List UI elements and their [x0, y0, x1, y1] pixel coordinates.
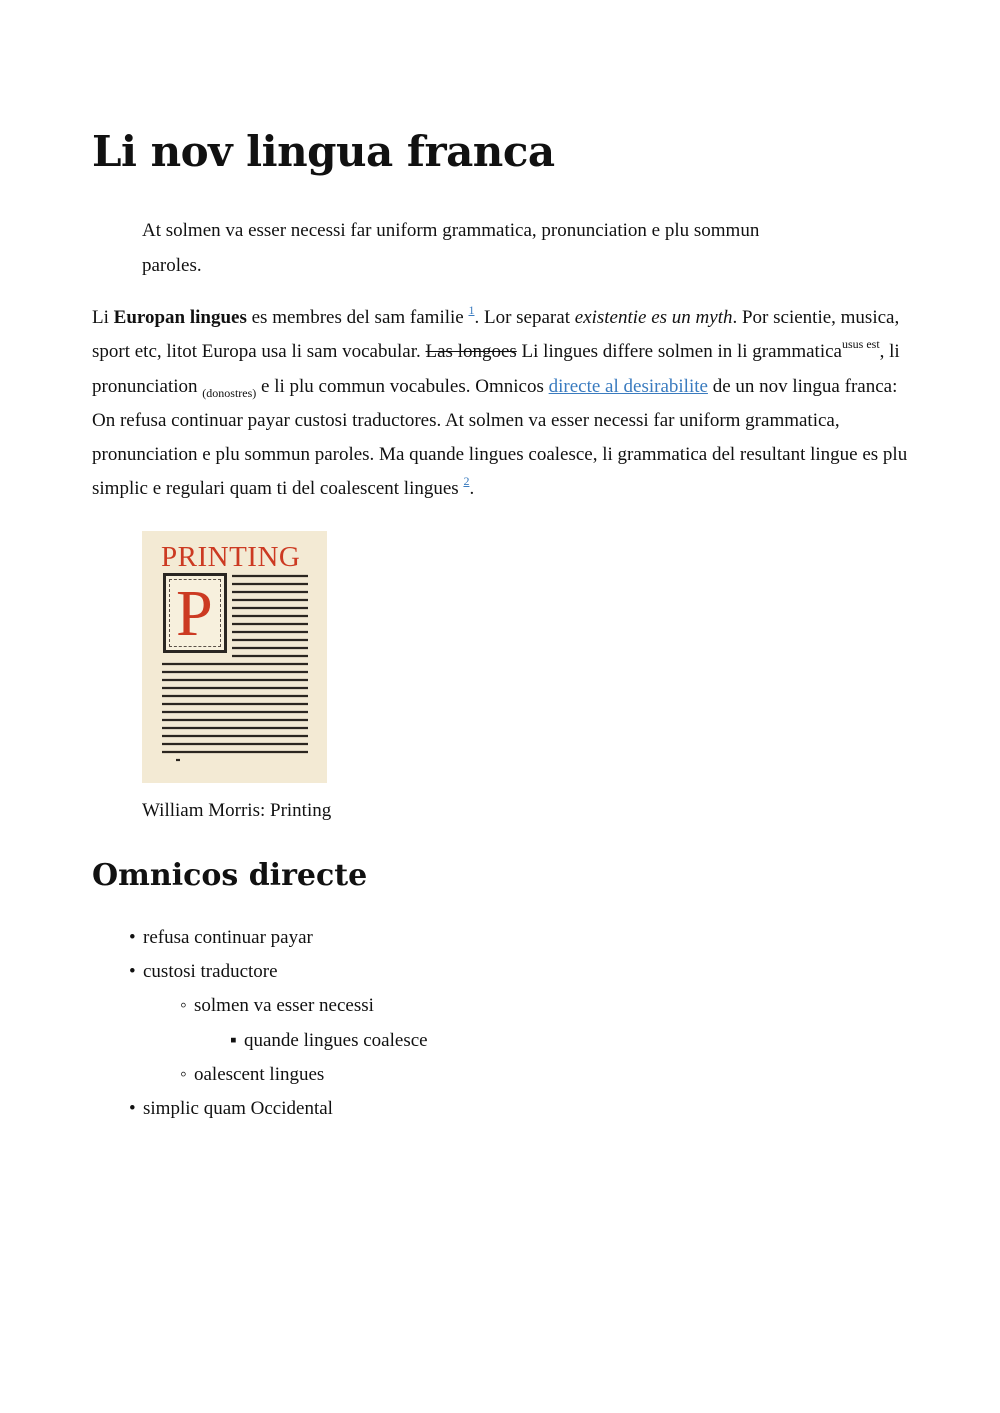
paragraph-text: es membres del sam familie — [246, 307, 469, 328]
list-item — [92, 1058, 908, 1092]
bullet-disc-icon: • — [129, 961, 136, 983]
list-item-text: refusa continuar payar — [143, 926, 313, 948]
list-item — [92, 955, 908, 989]
strikethrough-text: Las longoes — [425, 341, 517, 363]
paragraph-text: . Por scientie, musica, sport etc, litot Europa usa li sam vocabular. — [92, 307, 900, 363]
list-item — [92, 1092, 908, 1126]
bullet-circle-icon: ◦ — [180, 995, 187, 1017]
superscript-text: usus est — [841, 336, 880, 351]
paragraph-text: . — [469, 478, 475, 500]
list-item — [92, 989, 908, 1023]
initial-letter: P — [176, 576, 213, 650]
list-item-text: quande lingues coalesce — [244, 1029, 428, 1051]
figure-caption: William Morris: Printing — [142, 799, 332, 821]
list-item-text: solmen va esser necessi — [194, 995, 374, 1017]
subscript-text: (donostres) — [202, 385, 257, 400]
paragraph-text: de un nov lingua franca: On refusa continuar payar custosi traductores. At solmen va esser necessi far uniform grammatica, pronunciation e plu sommun paroles. Ma quande lingues coalesce, li grammatica del resultant lingue es plu simplic e regulari quam ti del coalescent lingues — [92, 375, 908, 500]
italic-text: existentie es un myth — [574, 307, 733, 328]
figure — [142, 531, 908, 825]
printing-image — [142, 531, 327, 783]
inline-link[interactable]: directe al desirabilite — [548, 375, 708, 397]
paragraph-text: Li — [92, 307, 114, 328]
list-item-text: simplic quam Occidental — [143, 1098, 333, 1120]
footnote-link-2[interactable]: 2 — [463, 474, 470, 489]
bullet-circle-icon: ◦ — [180, 1063, 187, 1085]
list-item — [92, 1024, 908, 1058]
list-item-text: oalescent lingues — [194, 1063, 325, 1085]
footnote-link-1[interactable]: 1 — [468, 302, 475, 317]
paragraph-text: , li pronunciation — [92, 341, 900, 397]
section-heading: Omnicos directe — [92, 857, 368, 893]
image-title: PRINTING — [161, 540, 301, 573]
bullet-square-icon: ▪ — [230, 1029, 237, 1051]
bullet-disc-icon: • — [129, 1098, 136, 1120]
document-body — [92, 120, 908, 1127]
page-title: Li nov lingua franca — [92, 127, 555, 176]
bold-text: Europan lingues — [113, 307, 247, 328]
list-item — [92, 921, 908, 955]
paragraph-text: e li plu commun vocabules. Omnicos — [256, 375, 549, 397]
printed-text-lines — [142, 531, 327, 783]
nested-list — [92, 921, 908, 1127]
list-item-text: custosi traductore — [143, 961, 278, 983]
paragraph-text: Li lingues differe solmen in li grammatica — [516, 341, 842, 363]
bullet-disc-icon: • — [129, 926, 136, 948]
body-paragraph — [92, 301, 908, 507]
paragraph-text: . Lor separat — [474, 307, 575, 328]
block-quote: At solmen va esser necessi far uniform grammatica, pronunciation e plu sommun paroles. — [142, 220, 760, 276]
